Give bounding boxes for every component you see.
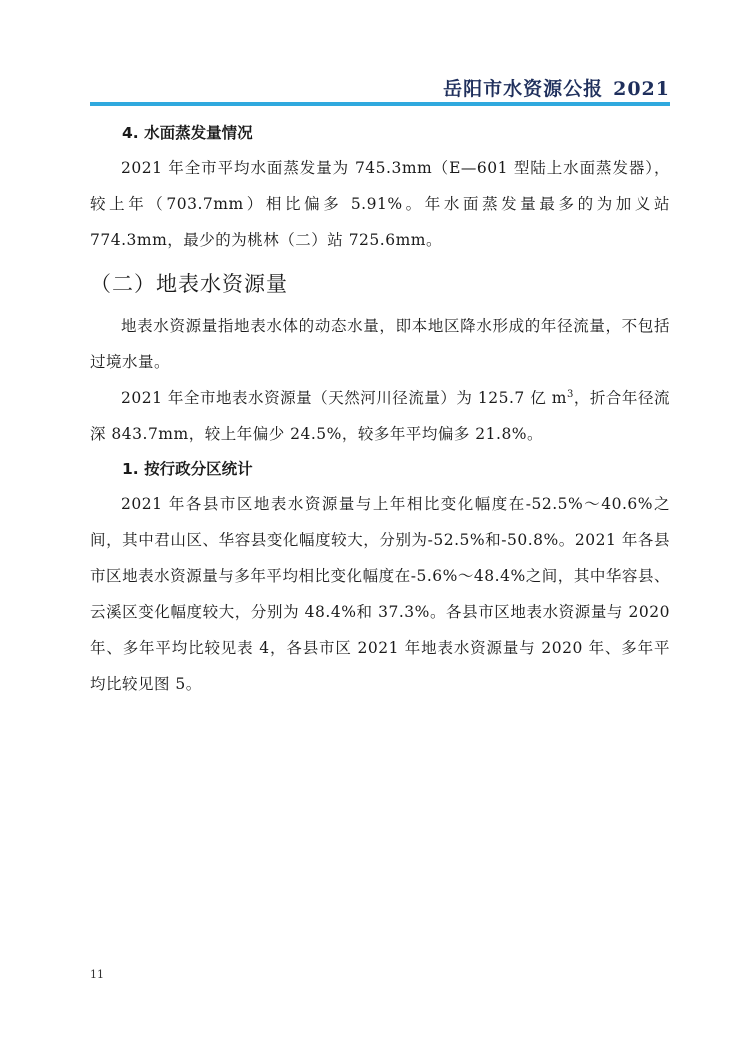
paragraph-surface-water-total bbox=[90, 380, 670, 452]
subsection-heading-evaporation: 4. 水面蒸发量情况 bbox=[122, 124, 253, 142]
section-heading-surface-water: （二）地表水资源量 bbox=[90, 272, 288, 296]
page-number: 11 bbox=[90, 968, 104, 981]
unit-superscript: 3 bbox=[566, 388, 574, 400]
report-title-text: 岳阳市水资源公报 bbox=[443, 78, 604, 100]
paragraph-admin-districts: 2021 年各县市区地表水资源量与上年相比变化幅度在-52.5%～40.6%之间，其中君山区、华容县变化幅度较大，分别为-52.5%和-50.8%。2021 年各县市区地表水资源量与多年平均相比变化幅度在-5.6%～48.4%之间，其中华容县、云溪区变化幅度较大，分别为 48.4%和 37.3%。各县市区地表水资源量与 2020 年、多年平均比较见表 4，各县市区 2021 年地表水资源量与 2020 年、多年平均比较见图 5。 bbox=[90, 495, 670, 693]
surface-water-total-text-cont: ，折合年径流深 843.7mm，较上年偏少 24.5%，较多年平均偏多 21.8%。 bbox=[90, 389, 670, 443]
paragraph-surface-water-definition: 地表水资源量指地表水体的动态水量，即本地区降水形成的年径流量，不包括过境水量。 bbox=[90, 317, 670, 371]
surface-water-total-text: 2021 年全市地表水资源量（天然河川径流量）为 125.7 亿 m bbox=[121, 389, 567, 407]
subsection-heading-admin-districts: 1. 按行政分区统计 bbox=[122, 460, 253, 478]
page-body bbox=[90, 116, 670, 702]
header-divider bbox=[90, 102, 670, 106]
page-header bbox=[90, 68, 670, 106]
paragraph-evaporation: 2021 年全市平均水面蒸发量为 745.3mm（E—601 型陆上水面蒸发器），较上年（703.7mm）相比偏多 5.91%。年水面蒸发量最多的为加义站 774.3mm，最少的为桃林（二）站 725.6mm。 bbox=[90, 159, 670, 249]
report-title bbox=[443, 74, 670, 101]
report-year: 2021 bbox=[613, 78, 670, 100]
